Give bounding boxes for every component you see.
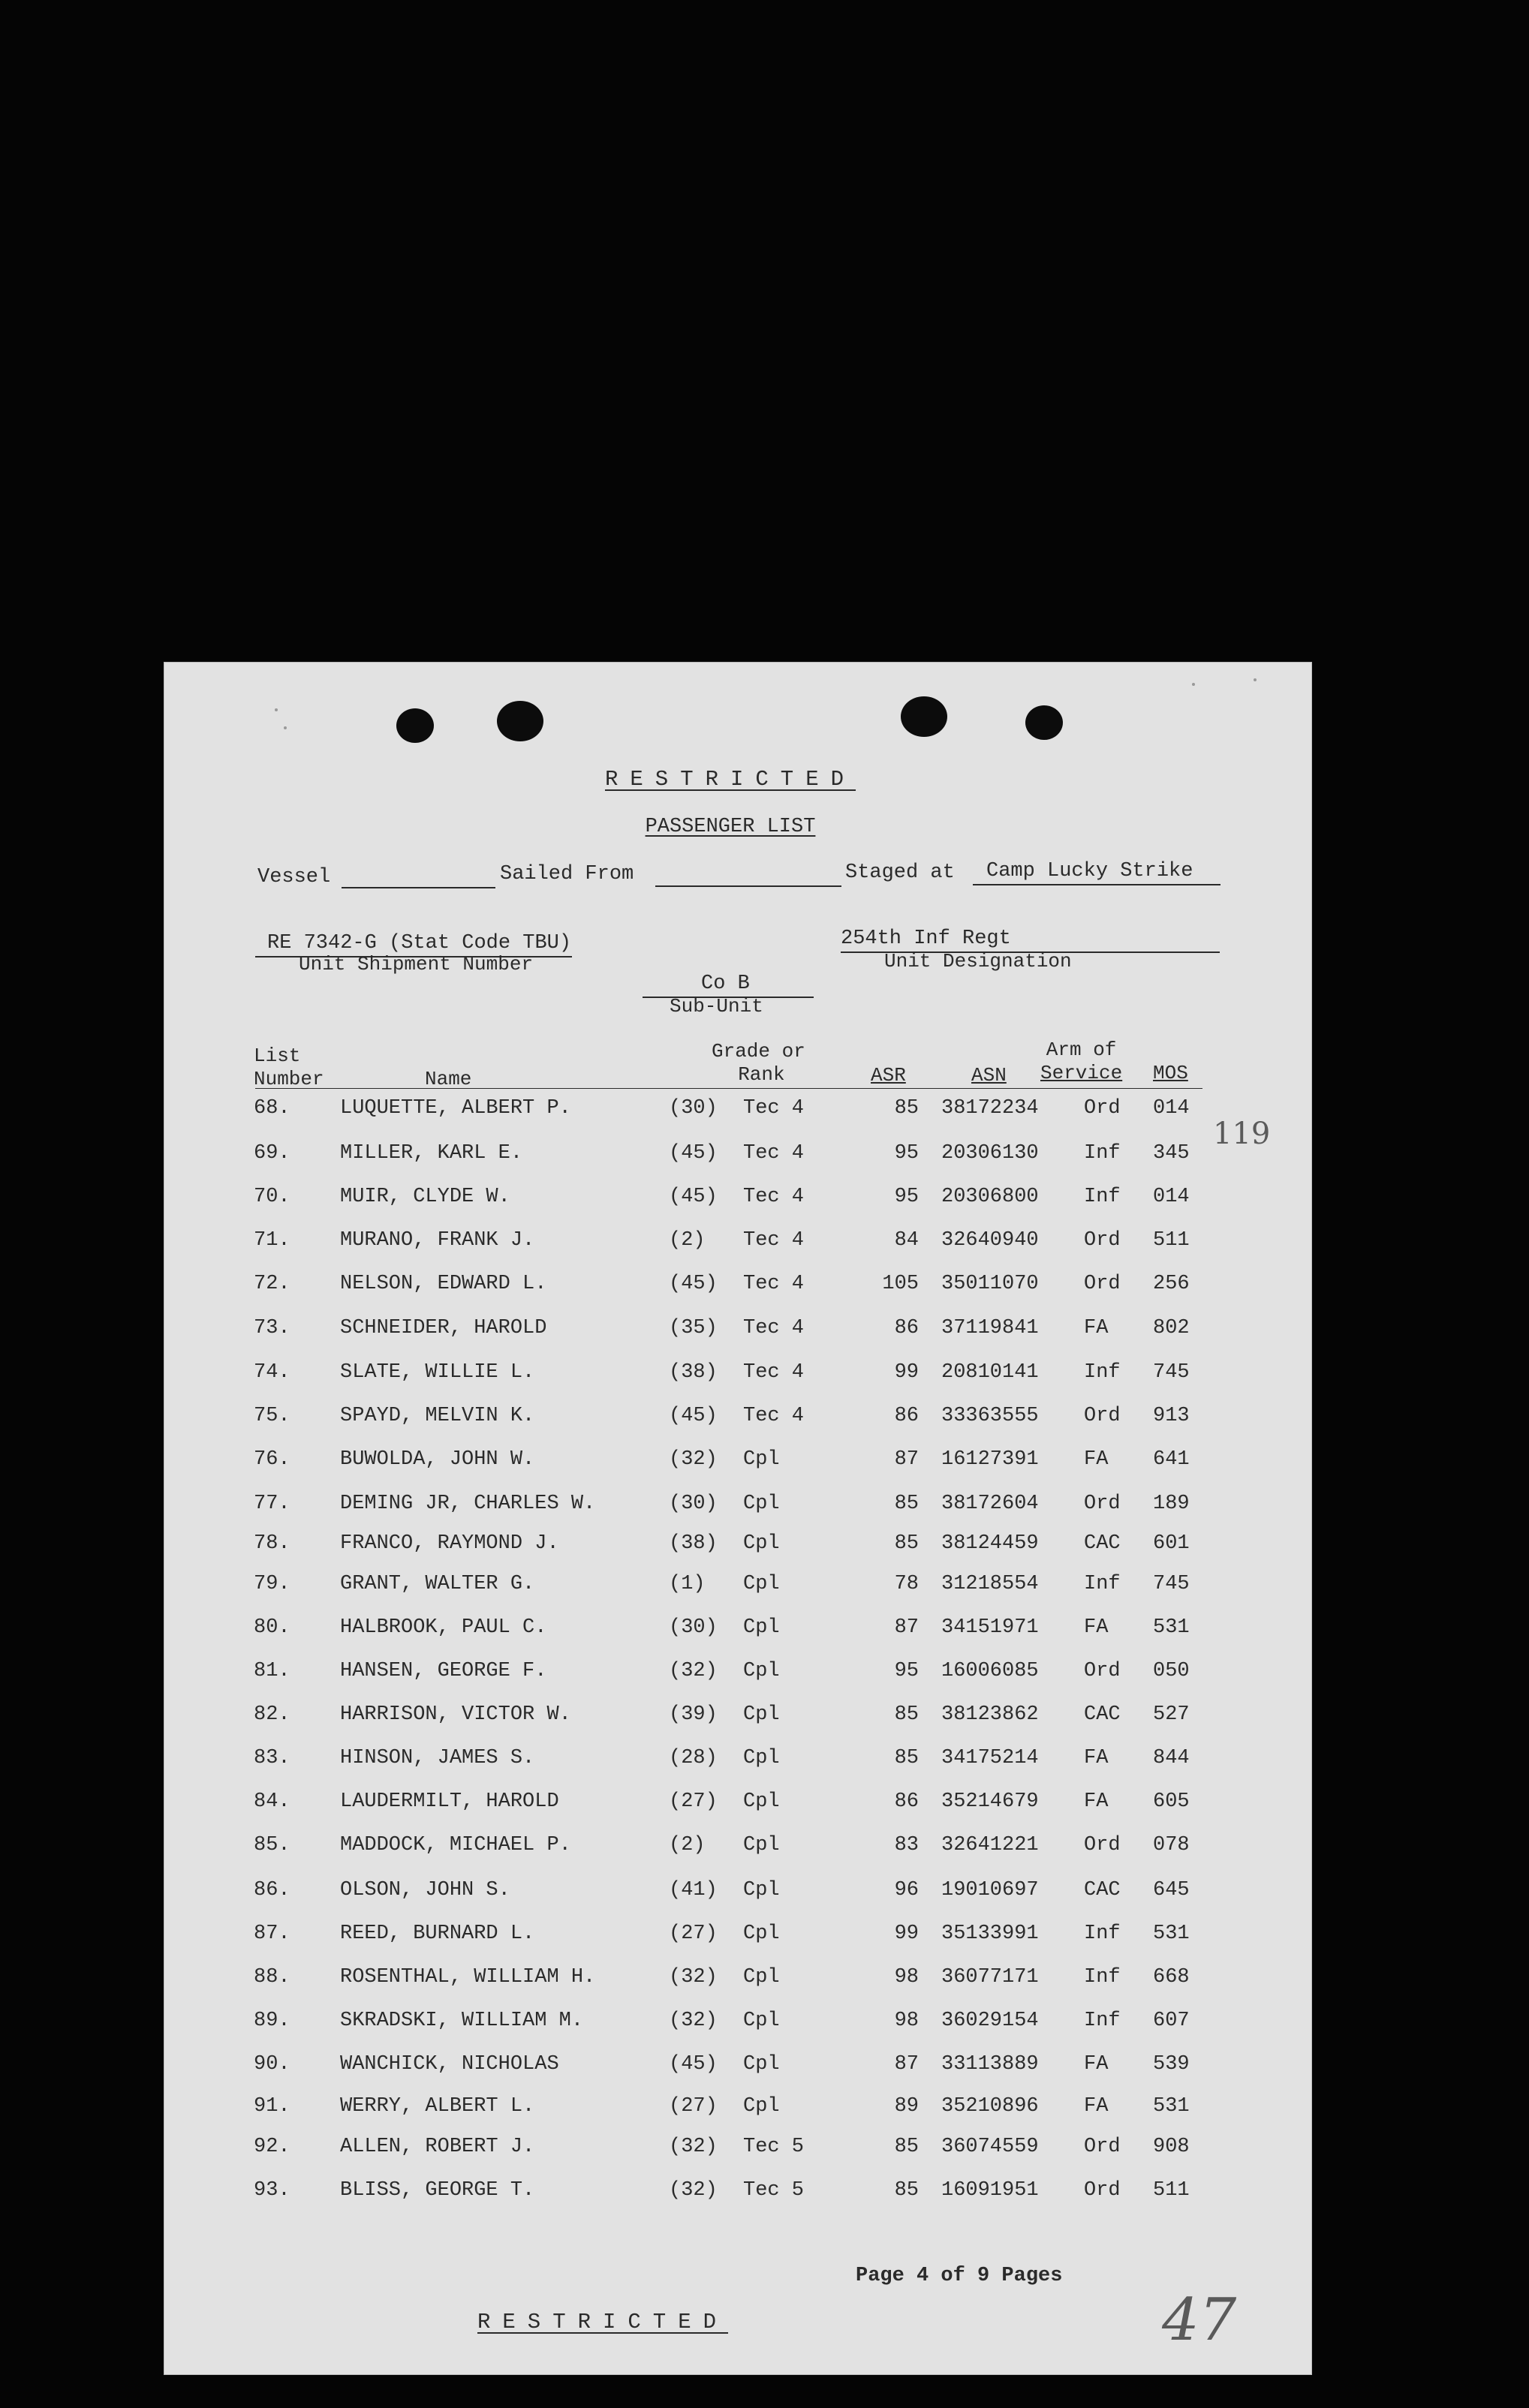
- mos-code: 605: [1153, 1790, 1190, 1813]
- table-row: [164, 1317, 1312, 1347]
- rank: Tec 4: [743, 1273, 805, 1295]
- serial-number: 35011070: [941, 1273, 1039, 1295]
- vessel-blank: [342, 887, 495, 888]
- serial-number: 33363555: [941, 1405, 1039, 1427]
- mos-code: 531: [1153, 2095, 1190, 2118]
- passenger-name: WERRY, ALBERT L.: [340, 2095, 535, 2118]
- table-row: [164, 1493, 1312, 1523]
- arm-of-service: Ord: [1084, 2179, 1121, 2202]
- column-header-asr: ASR: [871, 1064, 906, 1087]
- rank: Tec 4: [743, 1405, 805, 1427]
- passenger-name: BUWOLDA, JOHN W.: [340, 1448, 535, 1471]
- asr-score: 95: [894, 1142, 919, 1165]
- mos-code: 050: [1153, 1660, 1190, 1682]
- rank: Cpl: [743, 1790, 780, 1813]
- document-page: [164, 662, 1312, 2375]
- list-number: 82.: [254, 1703, 290, 1726]
- serial-number: 35214679: [941, 1790, 1039, 1813]
- corner-handwritten-number: 47: [1162, 2286, 1237, 2354]
- passenger-name: HANSEN, GEORGE F.: [340, 1660, 547, 1682]
- asr-score: 105: [882, 1273, 919, 1295]
- table-row: [164, 1229, 1312, 1259]
- unit-designation-value: 254th Inf Regt: [841, 927, 1011, 950]
- serial-number: 16127391: [941, 1448, 1039, 1471]
- document-title: PASSENGER LIST: [645, 816, 816, 838]
- mos-code: 189: [1153, 1493, 1190, 1515]
- asr-score: 98: [894, 1966, 919, 1989]
- serial-number: 16091951: [941, 2179, 1039, 2202]
- rank: Tec 5: [743, 2179, 805, 2202]
- asr-score: 85: [894, 2179, 919, 2202]
- list-number: 87.: [254, 1922, 290, 1945]
- sailed-from-blank: [655, 885, 841, 887]
- grade-code: (38): [669, 1361, 718, 1384]
- list-number: 88.: [254, 1966, 290, 1989]
- mos-code: 078: [1153, 1834, 1190, 1856]
- rank: Cpl: [743, 1703, 780, 1726]
- list-number: 89.: [254, 2010, 290, 2032]
- arm-of-service: FA: [1084, 1448, 1109, 1471]
- serial-number: 37119841: [941, 1317, 1039, 1339]
- passenger-name: GRANT, WALTER G.: [340, 1573, 535, 1595]
- serial-number: 35133991: [941, 1922, 1039, 1945]
- passenger-name: ROSENTHAL, WILLIAM H.: [340, 1966, 596, 1989]
- serial-number: 38172234: [941, 1097, 1039, 1120]
- table-row: [164, 1532, 1312, 1562]
- rank: Tec 4: [743, 1097, 805, 1120]
- grade-code: (45): [669, 1405, 718, 1427]
- passenger-name: HINSON, JAMES S.: [340, 1747, 535, 1769]
- sub-unit-label: Sub-Unit: [670, 995, 763, 1018]
- asr-score: 98: [894, 2010, 919, 2032]
- passenger-name: SKRADSKI, WILLIAM M.: [340, 2010, 584, 2032]
- rank: Cpl: [743, 2095, 780, 2118]
- asr-score: 89: [894, 2095, 919, 2118]
- list-number: 76.: [254, 1448, 290, 1471]
- mos-code: 745: [1153, 1573, 1190, 1595]
- paper-speck: [275, 708, 278, 711]
- asr-score: 95: [894, 1186, 919, 1208]
- grade-code: (27): [669, 1922, 718, 1945]
- mos-code: 601: [1153, 1532, 1190, 1555]
- asr-score: 86: [894, 1790, 919, 1813]
- column-header-text: Grade or: [712, 1040, 805, 1063]
- grade-code: (32): [669, 1966, 718, 1989]
- serial-number: 16006085: [941, 1660, 1039, 1682]
- mos-code: 844: [1153, 1747, 1190, 1769]
- list-number: 75.: [254, 1405, 290, 1427]
- list-number: 70.: [254, 1186, 290, 1208]
- passenger-name: NELSON, EDWARD L.: [340, 1273, 547, 1295]
- column-header-mos: MOS: [1153, 1062, 1188, 1084]
- vessel-label: Vessel: [257, 866, 331, 888]
- arm-of-service: CAC: [1084, 1703, 1121, 1726]
- column-header-text: Number: [254, 1068, 324, 1090]
- table-row: [164, 1966, 1312, 1996]
- serial-number: 35210896: [941, 2095, 1039, 2118]
- shipment-number-label: Unit Shipment Number: [299, 953, 534, 976]
- passenger-name: WANCHICK, NICHOLAS: [340, 2053, 559, 2076]
- grade-code: (2): [669, 1229, 706, 1252]
- mos-code: 802: [1153, 1317, 1190, 1339]
- passenger-name: ALLEN, ROBERT J.: [340, 2136, 535, 2158]
- punch-hole: [396, 708, 434, 743]
- grade-code: (45): [669, 1142, 718, 1165]
- grade-code: (27): [669, 1790, 718, 1813]
- grade-code: (45): [669, 1186, 718, 1208]
- asr-score: 85: [894, 1532, 919, 1555]
- arm-of-service: Ord: [1084, 1493, 1121, 1515]
- serial-number: 34175214: [941, 1747, 1039, 1769]
- grade-code: (45): [669, 2053, 718, 2076]
- list-number: 81.: [254, 1660, 290, 1682]
- column-header-text: List: [254, 1045, 301, 1067]
- column-header-text: Service: [1040, 1062, 1123, 1084]
- unit-designation-label: Unit Designation: [884, 950, 1072, 973]
- rank: Cpl: [743, 1834, 780, 1856]
- arm-of-service: Ord: [1084, 1273, 1121, 1295]
- mos-code: 908: [1153, 2136, 1190, 2158]
- table-row: [164, 1922, 1312, 1953]
- paper-speck: [1192, 683, 1195, 686]
- mos-code: 539: [1153, 2053, 1190, 2076]
- table-row: [164, 1616, 1312, 1646]
- arm-of-service: FA: [1084, 1790, 1109, 1813]
- grade-code: (38): [669, 1532, 718, 1555]
- table-row: [164, 2095, 1312, 2125]
- arm-of-service: Ord: [1084, 1834, 1121, 1856]
- passenger-name: MILLER, KARL E.: [340, 1142, 523, 1165]
- table-row: [164, 1405, 1312, 1435]
- rank: Cpl: [743, 1532, 780, 1555]
- arm-of-service: Inf: [1084, 1142, 1121, 1165]
- list-number: 85.: [254, 1834, 290, 1856]
- grade-code: (2): [669, 1834, 706, 1856]
- asr-score: 78: [894, 1573, 919, 1595]
- list-number: 71.: [254, 1229, 290, 1252]
- passenger-name: REED, BURNARD L.: [340, 1922, 535, 1945]
- staged-at-label: Staged at: [845, 861, 955, 884]
- rank: Tec 5: [743, 2136, 805, 2158]
- page-count: Page 4 of 9 Pages: [856, 2265, 1063, 2287]
- rank: Tec 4: [743, 1142, 805, 1165]
- arm-of-service: Inf: [1084, 1922, 1121, 1945]
- passenger-name: BLISS, GEORGE T.: [340, 2179, 535, 2202]
- column-header-text: Rank: [738, 1063, 785, 1086]
- table-row: [164, 2010, 1312, 2040]
- mos-code: 511: [1153, 2179, 1190, 2202]
- serial-number: 34151971: [941, 1616, 1039, 1639]
- table-row: [164, 1703, 1312, 1733]
- serial-number: 33113889: [941, 2053, 1039, 2076]
- asr-score: 83: [894, 1834, 919, 1856]
- rank: Cpl: [743, 2053, 780, 2076]
- column-header-arm: [1040, 1039, 1122, 1085]
- passenger-name: DEMING JR, CHARLES W.: [340, 1493, 596, 1515]
- list-number: 93.: [254, 2179, 290, 2202]
- passenger-name: HALBROOK, PAUL C.: [340, 1616, 547, 1639]
- table-row: [164, 1361, 1312, 1391]
- serial-number: 36077171: [941, 1966, 1039, 1989]
- mos-code: 745: [1153, 1361, 1190, 1384]
- table-row: [164, 1097, 1312, 1127]
- arm-of-service: CAC: [1084, 1532, 1121, 1555]
- serial-number: 36074559: [941, 2136, 1039, 2158]
- table-row: [164, 1273, 1312, 1303]
- list-number: 91.: [254, 2095, 290, 2118]
- mos-code: 645: [1153, 1879, 1190, 1901]
- table-row: [164, 2179, 1312, 2209]
- list-number: 83.: [254, 1747, 290, 1769]
- list-number: 90.: [254, 2053, 290, 2076]
- grade-code: (28): [669, 1747, 718, 1769]
- list-number: 69.: [254, 1142, 290, 1165]
- mos-code: 641: [1153, 1448, 1190, 1471]
- passenger-name: SPAYD, MELVIN K.: [340, 1405, 535, 1427]
- grade-code: (32): [669, 2010, 718, 2032]
- rank: Cpl: [743, 1747, 780, 1769]
- arm-of-service: FA: [1084, 1317, 1109, 1339]
- sub-unit-value: Co B: [701, 973, 750, 995]
- paper-speck: [284, 726, 287, 729]
- passenger-name: MURANO, FRANK J.: [340, 1229, 535, 1252]
- grade-code: (32): [669, 1660, 718, 1682]
- serial-number: 20306130: [941, 1142, 1039, 1165]
- asr-score: 99: [894, 1361, 919, 1384]
- asr-score: 87: [894, 1448, 919, 1471]
- list-number: 68.: [254, 1097, 290, 1120]
- asr-score: 96: [894, 1879, 919, 1901]
- mos-code: 531: [1153, 1922, 1190, 1945]
- passenger-name: SLATE, WILLIE L.: [340, 1361, 535, 1384]
- asr-score: 87: [894, 2053, 919, 2076]
- mos-code: 668: [1153, 1966, 1190, 1989]
- arm-of-service: FA: [1084, 2053, 1109, 2076]
- passenger-name: MUIR, CLYDE W.: [340, 1186, 510, 1208]
- column-header-grade: [712, 1040, 805, 1087]
- staged-at-value: Camp Lucky Strike: [986, 860, 1193, 882]
- mos-code: 913: [1153, 1405, 1190, 1427]
- passenger-name: LUQUETTE, ALBERT P.: [340, 1097, 571, 1120]
- grade-code: (32): [669, 2136, 718, 2158]
- rank: Tec 4: [743, 1229, 805, 1252]
- passenger-name: MADDOCK, MICHAEL P.: [340, 1834, 571, 1856]
- column-header-name: Name: [425, 1068, 472, 1090]
- rank: Cpl: [743, 1448, 780, 1471]
- asr-score: 95: [894, 1660, 919, 1682]
- serial-number: 20306800: [941, 1186, 1039, 1208]
- serial-number: 38123862: [941, 1703, 1039, 1726]
- grade-code: (39): [669, 1703, 718, 1726]
- arm-of-service: Inf: [1084, 2010, 1121, 2032]
- arm-of-service: Ord: [1084, 1229, 1121, 1252]
- serial-number: 20810141: [941, 1361, 1039, 1384]
- rank: Cpl: [743, 1660, 780, 1682]
- paper-speck: [1254, 678, 1257, 681]
- mos-code: 511: [1153, 1229, 1190, 1252]
- serial-number: 38124459: [941, 1532, 1039, 1555]
- passenger-name: OLSON, JOHN S.: [340, 1879, 510, 1901]
- list-number: 92.: [254, 2136, 290, 2158]
- header-rule: [255, 1088, 1202, 1089]
- table-row: [164, 1448, 1312, 1478]
- arm-of-service: Inf: [1084, 1966, 1121, 1989]
- grade-code: (1): [669, 1573, 706, 1595]
- staged-at-blank: [973, 884, 1220, 885]
- rank: Cpl: [743, 1879, 780, 1901]
- table-row: [164, 1573, 1312, 1603]
- arm-of-service: Inf: [1084, 1361, 1121, 1384]
- rank: Tec 4: [743, 1361, 805, 1384]
- passenger-name: FRANCO, RAYMOND J.: [340, 1532, 559, 1555]
- passenger-name: HARRISON, VICTOR W.: [340, 1703, 571, 1726]
- rank: Cpl: [743, 1922, 780, 1945]
- mos-code: 256: [1153, 1273, 1190, 1295]
- mos-code: 607: [1153, 2010, 1190, 2032]
- grade-code: (41): [669, 1879, 718, 1901]
- asr-score: 85: [894, 1493, 919, 1515]
- grade-code: (30): [669, 1097, 718, 1120]
- mos-code: 345: [1153, 1142, 1190, 1165]
- rank: Cpl: [743, 1573, 780, 1595]
- mos-code: 014: [1153, 1097, 1190, 1120]
- arm-of-service: Inf: [1084, 1186, 1121, 1208]
- punch-hole: [1025, 705, 1063, 740]
- asr-score: 84: [894, 1229, 919, 1252]
- mos-code: 531: [1153, 1616, 1190, 1639]
- grade-code: (32): [669, 1448, 718, 1471]
- table-row: [164, 1660, 1312, 1690]
- serial-number: 31218554: [941, 1573, 1039, 1595]
- asr-score: 85: [894, 1097, 919, 1120]
- grade-code: (32): [669, 2179, 718, 2202]
- restricted-header: RESTRICTED: [604, 767, 856, 792]
- serial-number: 19010697: [941, 1879, 1039, 1901]
- list-number: 74.: [254, 1361, 290, 1384]
- arm-of-service: Ord: [1084, 1660, 1121, 1682]
- shipment-number-value: RE 7342-G (Stat Code TBU): [267, 932, 572, 954]
- passenger-name: LAUDERMILT, HAROLD: [340, 1790, 559, 1813]
- column-header-asn: ASN: [971, 1064, 1007, 1087]
- arm-of-service: CAC: [1084, 1879, 1121, 1901]
- table-row: [164, 1747, 1312, 1777]
- arm-of-service: FA: [1084, 1616, 1109, 1639]
- list-number: 84.: [254, 1790, 290, 1813]
- restricted-footer: RESTRICTED: [477, 2310, 729, 2334]
- table-row: [164, 1142, 1312, 1172]
- list-number: 77.: [254, 1493, 290, 1515]
- column-header-text: Arm of: [1046, 1039, 1117, 1061]
- asr-score: 85: [894, 1703, 919, 1726]
- list-number: 73.: [254, 1317, 290, 1339]
- arm-of-service: FA: [1084, 2095, 1109, 2118]
- serial-number: 32641221: [941, 1834, 1039, 1856]
- grade-code: (30): [669, 1493, 718, 1515]
- table-row: [164, 1879, 1312, 1909]
- column-header-list-number: [254, 1045, 324, 1091]
- serial-number: 32640940: [941, 1229, 1039, 1252]
- grade-code: (30): [669, 1616, 718, 1639]
- asr-score: 86: [894, 1317, 919, 1339]
- serial-number: 38172604: [941, 1493, 1039, 1515]
- list-number: 79.: [254, 1573, 290, 1595]
- table-row: [164, 1186, 1312, 1216]
- mos-code: 014: [1153, 1186, 1190, 1208]
- rank: Cpl: [743, 1493, 780, 1515]
- punch-hole: [901, 696, 947, 737]
- margin-handwritten-number: 119: [1213, 1117, 1271, 1151]
- rank: Tec 4: [743, 1317, 805, 1339]
- arm-of-service: Ord: [1084, 1097, 1121, 1120]
- rank: Cpl: [743, 1616, 780, 1639]
- asr-score: 85: [894, 2136, 919, 2158]
- rank: Tec 4: [743, 1186, 805, 1208]
- arm-of-service: Ord: [1084, 2136, 1121, 2158]
- asr-score: 87: [894, 1616, 919, 1639]
- list-number: 72.: [254, 1273, 290, 1295]
- punch-hole: [497, 701, 543, 741]
- arm-of-service: FA: [1084, 1747, 1109, 1769]
- passenger-name: SCHNEIDER, HAROLD: [340, 1317, 547, 1339]
- table-row: [164, 1790, 1312, 1820]
- sailed-from-label: Sailed From: [500, 863, 634, 885]
- rank: Cpl: [743, 2010, 780, 2032]
- asr-score: 85: [894, 1747, 919, 1769]
- asr-score: 99: [894, 1922, 919, 1945]
- list-number: 86.: [254, 1879, 290, 1901]
- arm-of-service: Inf: [1084, 1573, 1121, 1595]
- mos-code: 527: [1153, 1703, 1190, 1726]
- list-number: 78.: [254, 1532, 290, 1555]
- grade-code: (45): [669, 1273, 718, 1295]
- grade-code: (27): [669, 2095, 718, 2118]
- rank: Cpl: [743, 1966, 780, 1989]
- table-row: [164, 1834, 1312, 1864]
- grade-code: (35): [669, 1317, 718, 1339]
- list-number: 80.: [254, 1616, 290, 1639]
- arm-of-service: Ord: [1084, 1405, 1121, 1427]
- table-row: [164, 2136, 1312, 2166]
- asr-score: 86: [894, 1405, 919, 1427]
- serial-number: 36029154: [941, 2010, 1039, 2032]
- table-row: [164, 2053, 1312, 2083]
